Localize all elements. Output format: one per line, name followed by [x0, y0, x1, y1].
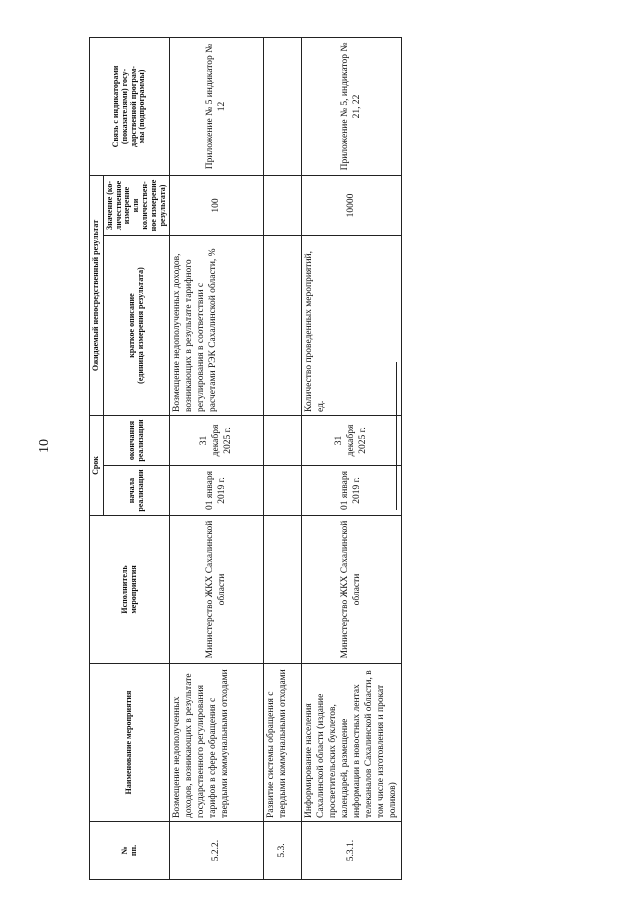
header-term: Срок: [90, 416, 104, 516]
table-row: [264, 38, 302, 880]
row-name: Возмещение недополученных доходов, возникающих в результате государственного регулирования тарифов в сфере обращения с твердыми коммунальными отходами: [170, 664, 264, 822]
header-name: Наименование мероприятия: [90, 664, 170, 822]
row-result-desc: Возмещение недополученных доходов, возникающих в результате тарифного регулирования в соответствии с расчетами РЭК Сахалинской области, %: [170, 236, 264, 416]
page-number: 10: [37, 439, 52, 453]
row-start: 01 января 2019 г.: [302, 466, 402, 516]
rotated-table: [89, 38, 398, 880]
row-name: Информирование населения Сахалинской области (издание просветительских буклетов, календарей, размещение информации в новостных лентах телеканалов Сахалинской области, в том числе изготовления и прокат роликов): [302, 664, 402, 822]
row-start: 01 января 2019 г.: [170, 466, 264, 516]
row-start: [264, 466, 302, 516]
header-result-desc: краткое описание (единица измерения результата): [103, 236, 170, 416]
row-link: Приложение № 5 индикатор № 12: [170, 38, 264, 176]
row-result-value: [264, 176, 302, 236]
row-link: Приложение № 5, индикатор № 21, 22: [302, 38, 402, 176]
row-name: Развитие системы обращения с твердыми коммунальными отходами: [264, 664, 302, 822]
header-term-end: окончания реализации: [103, 416, 170, 466]
header-executor: Исполнитель мероприятия: [90, 516, 170, 664]
table-row: [170, 38, 264, 880]
row-result-value: 10000: [302, 176, 402, 236]
row-result-desc: Количество проведенных мероприятий, ед.: [302, 236, 402, 416]
row-num: 5.2.2.: [170, 822, 264, 880]
measures-table: [89, 37, 402, 880]
row-num: 5.3.: [264, 822, 302, 880]
header-term-start: начала реализации: [103, 466, 170, 516]
row-end: 31 декабря 2025 г.: [170, 416, 264, 466]
header-result: Ожидаемый непосредственный результат: [90, 176, 104, 416]
table-row: [302, 38, 402, 880]
row-result-desc: [264, 236, 302, 416]
row-executor: Министерство ЖКХ Сахалинской области: [170, 516, 264, 664]
row-link: [264, 38, 302, 176]
header-result-value: Значение (ко- личественное измерение или количествен- ное измерение результата): [103, 176, 170, 236]
row-executor: [264, 516, 302, 664]
row-result-value: 100: [170, 176, 264, 236]
header-num: № пп.: [90, 822, 170, 880]
row-end: [264, 416, 302, 466]
row-end: 31 декабря 2025 г.: [302, 416, 402, 466]
header-link: Связь с индикаторами (показателями) госу- дарственной програм- мы (подпрограммы): [90, 38, 170, 176]
row-num: 5.3.1.: [302, 822, 402, 880]
row-executor: Министерство ЖКХ Сахалинской области: [302, 516, 402, 664]
